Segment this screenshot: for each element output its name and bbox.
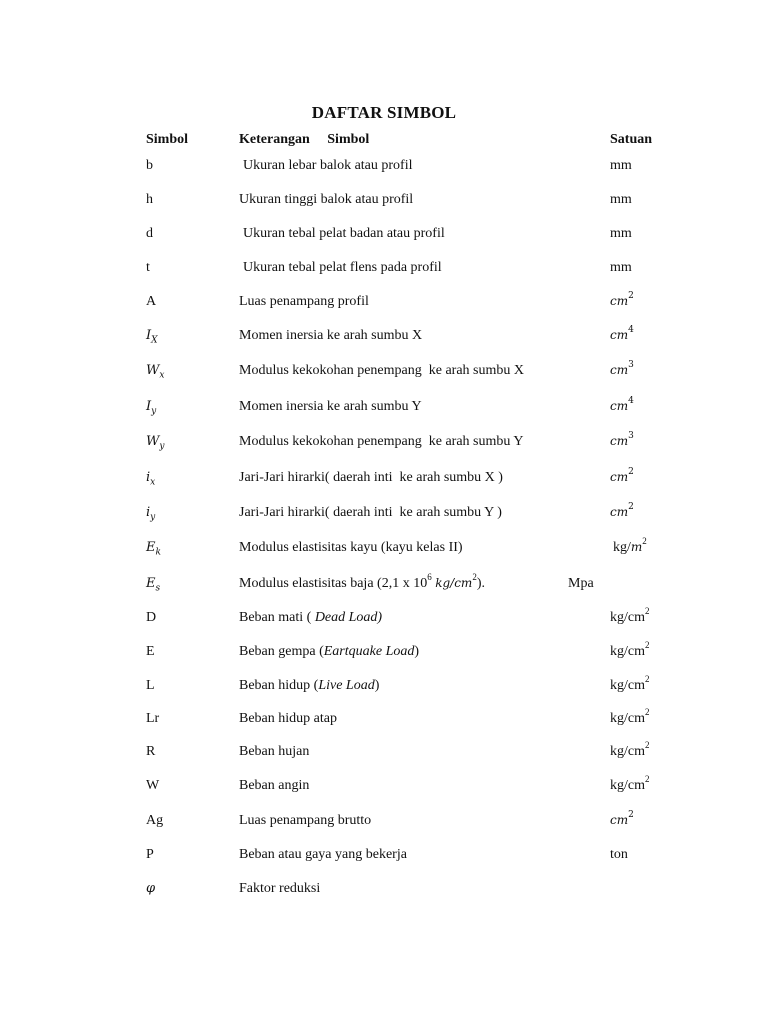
unit: $cm^3$ — [610, 360, 634, 377]
symbol: $E_s$ — [146, 576, 161, 594]
description: Momen inersia ke arah sumbu X — [239, 328, 423, 343]
symbol-row — [0, 360, 768, 389]
symbol-row — [0, 606, 768, 636]
symbol-row — [0, 192, 768, 218]
unit: Mpa — [568, 576, 594, 591]
symbol-row — [0, 502, 768, 531]
symbol: $E_k$ — [146, 540, 161, 558]
symbol-row — [0, 536, 768, 566]
symbol-row — [0, 325, 768, 354]
symbol: $I_y$ — [146, 399, 157, 417]
page-title: DAFTAR SIMBOL — [311, 103, 457, 122]
symbol: t — [146, 260, 150, 275]
symbol: d — [146, 226, 153, 241]
unit: $cm^4$ — [610, 325, 634, 342]
unit: mm — [610, 226, 632, 241]
symbol: Ag — [146, 813, 164, 828]
description: Beban hujan — [239, 744, 310, 759]
unit: $cm^3$ — [610, 431, 634, 448]
symbol: D — [146, 610, 157, 625]
symbol-row — [0, 881, 768, 907]
description: Beban hidup atap — [239, 711, 337, 726]
symbol-row — [0, 640, 768, 670]
unit: $cm^2$ — [610, 467, 634, 484]
symbol-row — [0, 810, 768, 839]
symbol: A — [146, 294, 157, 309]
description: Jari-Jari hirarki( daerah inti ke arah sumbu Y ) — [239, 505, 502, 520]
description: Luas penampang profil — [239, 294, 369, 309]
description: Ukuran tebal pelat badan atau profil — [243, 226, 445, 241]
symbol-row — [0, 740, 768, 770]
description: Modulus kekokohan penempang ke arah sumbu Y — [239, 434, 524, 449]
symbol-row — [0, 291, 768, 320]
symbol: h — [146, 192, 153, 207]
symbol: E — [146, 644, 155, 659]
description: Beban atau gaya yang bekerja — [239, 847, 407, 862]
symbol: W — [146, 778, 160, 793]
symbol: $i_y$ — [146, 505, 156, 523]
unit: $kg/cm^2$ — [610, 707, 650, 726]
header-satuan: Satuan — [610, 132, 653, 147]
description: Beban mati ( Dead Load) — [239, 610, 383, 625]
symbol-row — [0, 467, 768, 496]
unit: $kg/cm^2$ — [610, 640, 650, 659]
unit: mm — [610, 260, 632, 275]
symbol: $i_x$ — [146, 470, 156, 488]
description: Beban hidup (Live Load) — [239, 678, 380, 693]
symbol-row — [0, 572, 768, 602]
symbol-row — [0, 260, 768, 286]
unit: $kg/m^2$ — [613, 536, 647, 555]
symbol: L — [146, 678, 155, 693]
description: Ukuran tebal pelat flens pada profil — [243, 260, 442, 275]
description: Beban angin — [239, 778, 310, 793]
symbol-row — [0, 226, 768, 252]
description: Ukuran tinggi balok atau profil — [239, 192, 414, 207]
symbol-row — [0, 158, 768, 184]
unit: $cm^4$ — [610, 396, 634, 413]
description: Modulus elastisitas kayu (kayu kelas II) — [239, 540, 463, 555]
description: Ukuran lebar balok atau profil — [243, 158, 413, 173]
symbol: $I_X$ — [146, 328, 158, 346]
description: Momen inersia ke arah sumbu Y — [239, 399, 422, 414]
header-keterangan: Keterangan Simbol — [239, 132, 370, 147]
description: Luas penampang brutto — [239, 813, 372, 828]
unit: mm — [610, 192, 632, 207]
symbol-row — [0, 431, 768, 460]
unit: $kg/cm^2$ — [610, 774, 650, 793]
symbol: $W_y$ — [146, 434, 165, 452]
unit: $kg/cm^2$ — [610, 740, 650, 759]
unit: $cm^2$ — [610, 502, 634, 519]
symbol: $W_x$ — [146, 363, 165, 381]
symbol: φ — [146, 881, 156, 896]
description: Modulus kekokohan penempang ke arah sumbu X — [239, 363, 524, 378]
symbol-row — [0, 396, 768, 425]
description: Jari-Jari hirarki( daerah inti ke arah sumbu X ) — [239, 470, 503, 485]
symbol-row — [0, 847, 768, 873]
header-simbol: Simbol — [146, 132, 189, 147]
symbol-row — [0, 674, 768, 704]
symbol: P — [146, 847, 154, 862]
symbol: Lr — [146, 711, 160, 726]
unit: $kg/cm^2$ — [610, 674, 650, 693]
symbol: b — [146, 158, 153, 173]
symbol-row — [0, 707, 768, 737]
unit: ton — [610, 847, 628, 862]
symbol: R — [146, 744, 156, 759]
unit: $kg/cm^2$ — [610, 606, 650, 625]
description: Faktor reduksi — [239, 881, 321, 896]
unit: $cm^2$ — [610, 291, 634, 308]
description: Modulus elastisitas baja (2,1 x $10^6$ $kg/cm^2$). — [239, 572, 485, 591]
unit: $cm^2$ — [610, 810, 634, 827]
description: Beban gempa (Eartquake Load) — [239, 644, 420, 659]
symbol-row — [0, 774, 768, 804]
unit: mm — [610, 158, 632, 173]
